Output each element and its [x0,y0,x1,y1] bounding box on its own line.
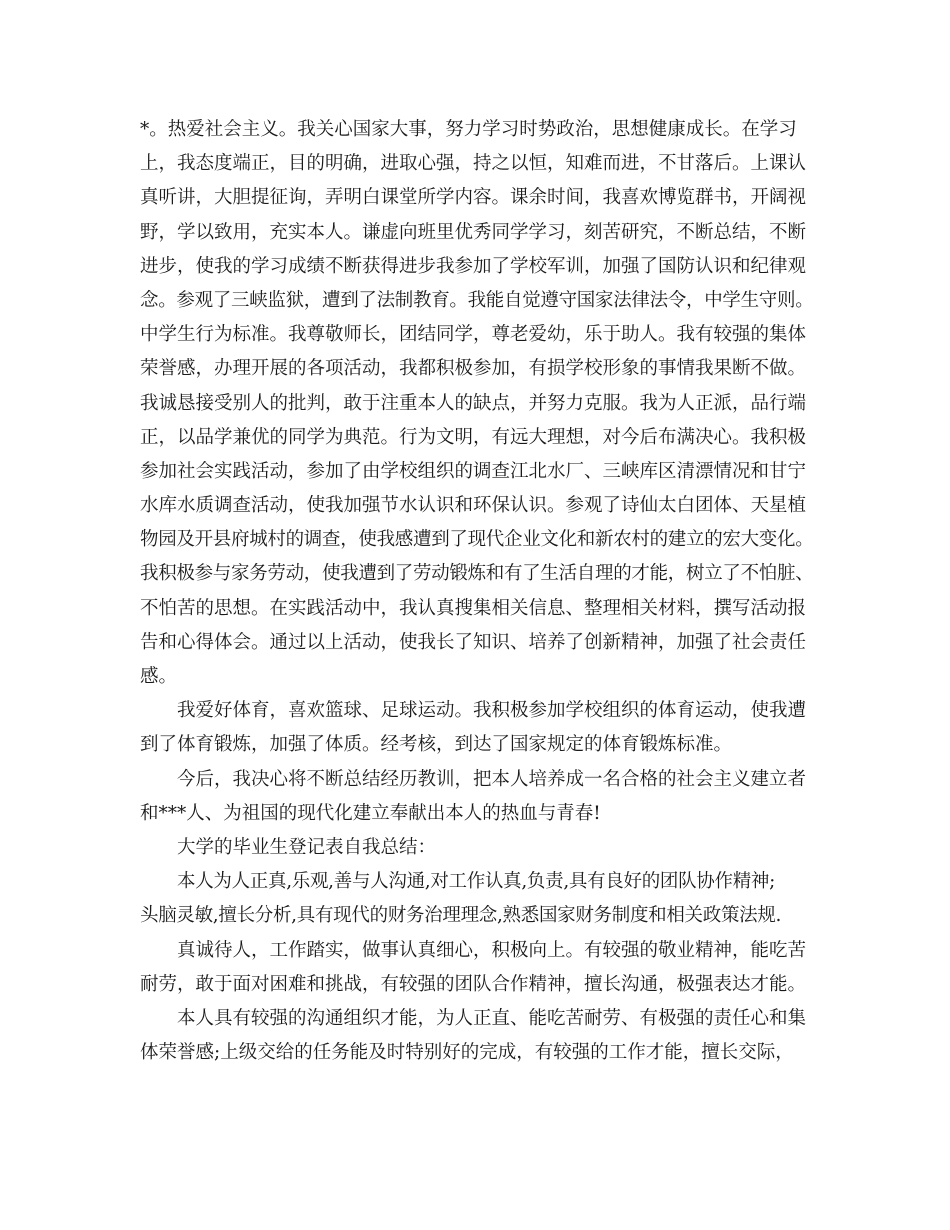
text-line: 参加社会实践活动，参加了由学校组织的调查江北水厂、三峡库区清漂情况和甘宁 [140,460,807,482]
text-line: 我诚恳接受别人的批判，敢于注重本人的缺点，并努力克服。我为人正派，品行端 [140,392,807,414]
text-line: 正，以品学兼优的同学为典范。行为文明，有远大理想，对今后布满决心。我积极 [140,426,807,448]
text-line: 念。参观了三峡监狱，遭到了法制教育。我能自觉遵守国家法律法令，中学生守则。 [140,289,814,311]
text-line: 进步，使我的学习成绩不断获得进步我参加了学校军训，加强了国防认识和纪律观 [140,255,807,277]
paragraph-first-line: 我爱好体育，喜欢篮球、足球运动。我积极参加学校组织的体育运动，使我遭 [177,700,807,722]
text-line: 和***人、为祖国的现代化建立奉献出本人的热血与青春! [140,802,601,824]
text-line: *。热爱社会主义。我关心国家大事，努力学习时势政治，思想健康成长。在学习 [140,119,797,140]
paragraph-first-line: 真诚待人，工作踏实，做事认真细心，积极向上。有较强的敬业精神，能吃苦 [177,939,807,961]
text-line: 到了体育锻炼，加强了体质。经考核，到达了国家规定的体育锻炼标准。 [140,734,733,756]
text-line: 体荣誉感;上级交给的任务能及时特别好的完成，有较强的工作才能，擅长交际， [140,1042,794,1064]
text-line: 物园及开县府城村的调查，使我感遭到了现代企业文化和新农村的建立的宏大变化。 [140,529,814,551]
text-line: 我积极参与家务劳动，使我遭到了劳动锻炼和有了生活自理的才能，树立了不怕脏、 [140,563,814,585]
text-line: 中学生行为标准。我尊敬师长，团结同学，尊老爱幼，乐于助人。我有较强的集体 [140,324,807,346]
text-line: 荣誉感，办理开展的各项活动，我都积极参加，有损学校形象的事情我果断不做。 [140,358,807,380]
paragraph-first-line: 本人具有较强的沟通组织才能，为人正直、能吃苦耐劳、有极强的责任心和集 [177,1007,807,1029]
text-line: 头脑灵敏,擅长分析,具有现代的财务治理理念,熟悉国家财务制度和相关政策法规. [140,905,782,927]
text-line: 不怕苦的思想。在实践活动中，我认真搜集相关信息、整理相关材料，撰写活动报 [140,597,807,619]
paragraph-first-line: 今后，我决心将不断总结经历教训，把本人培养成一名合格的社会主义建立者 [177,768,807,790]
paragraph-first-line: 本人为人正真,乐观,善与人沟通,对工作认真,负责,具有良好的团队协作精神; [177,871,776,893]
text-line: 上，我态度端正，目的明确，进取心强，持之以恒，知难而进，不甘落后。上课认 [140,153,807,175]
text-line: 耐劳，敢于面对困难和挑战，有较强的团队合作精神，擅长沟通，极强表达才能。 [140,973,807,995]
text-line: 感。 [140,666,178,687]
text-line: 告和心得体会。通过以上活动，使我长了知识、培养了创新精神，加强了社会责任 [140,631,807,653]
section-heading: 大学的毕业生登记表自我总结： [177,836,437,858]
text-line: 野，学以致用，充实本人。谦虚向班里优秀同学学习，刻苦研究，不断总结，不断 [140,221,807,243]
text-line: 真听讲，大胆提征询，弄明白课堂所学内容。课余时间，我喜欢博览群书，开阔视 [140,187,807,209]
document-body [140,113,830,1070]
text-line: 水库水质调查活动，使我加强节水认识和环保认识。参观了诗仙太白团体、天星植 [140,495,807,517]
